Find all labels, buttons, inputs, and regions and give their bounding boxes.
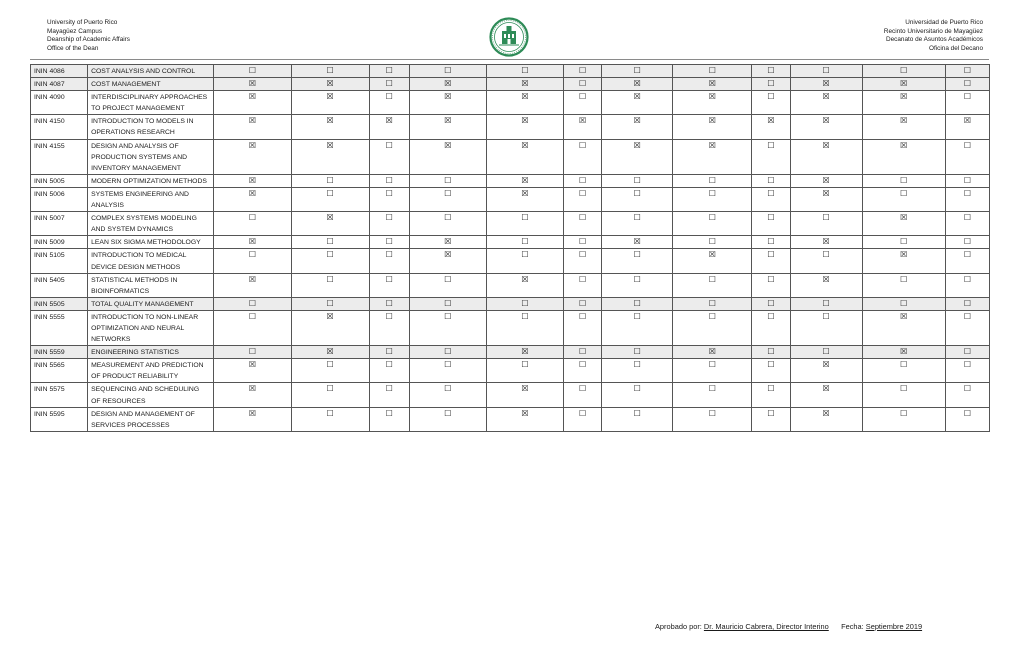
unchecked-box-icon[interactable]: ☐: [291, 407, 369, 431]
course-code-cell: ININ 4155: [31, 139, 88, 174]
unchecked-box-icon[interactable]: ☐: [602, 65, 673, 78]
unchecked-box-icon[interactable]: ☐: [862, 273, 945, 297]
course-title-cell: SYSTEMS ENGINEERING AND ANALYSIS: [88, 187, 214, 211]
unchecked-box-icon[interactable]: ☐: [790, 65, 862, 78]
course-title-cell: INTRODUCTION TO NON-LINEAR OPTIMIZATION AND NEURAL NETWORKS: [88, 310, 214, 345]
unchecked-box-icon[interactable]: ☐: [564, 187, 602, 211]
unchecked-box-icon[interactable]: ☐: [486, 297, 563, 310]
unchecked-box-icon[interactable]: ☐: [369, 297, 409, 310]
approved-by-label: Aprobado por:: [655, 622, 702, 631]
course-title-cell: SEQUENCING AND SCHEDULING OF RESOURCES: [88, 383, 214, 407]
unchecked-box-icon[interactable]: ☐: [945, 346, 989, 359]
unchecked-box-icon[interactable]: ☐: [369, 78, 409, 91]
unchecked-box-icon[interactable]: ☐: [214, 346, 291, 359]
table-row: [31, 273, 990, 297]
unchecked-box-icon[interactable]: ☐: [790, 297, 862, 310]
checked-box-icon[interactable]: ☒: [486, 346, 563, 359]
checked-box-icon[interactable]: ☒: [214, 78, 291, 91]
unchecked-box-icon[interactable]: ☐: [369, 359, 409, 383]
unchecked-box-icon[interactable]: ☐: [602, 297, 673, 310]
unchecked-box-icon[interactable]: ☐: [752, 249, 790, 273]
unchecked-box-icon[interactable]: ☐: [564, 236, 602, 249]
unchecked-box-icon[interactable]: ☐: [673, 273, 752, 297]
checked-box-icon[interactable]: ☒: [291, 115, 369, 139]
unchecked-box-icon[interactable]: ☐: [945, 187, 989, 211]
checked-box-icon[interactable]: ☒: [214, 187, 291, 211]
checked-box-icon[interactable]: ☒: [486, 78, 563, 91]
header-right-block: [884, 19, 983, 53]
unchecked-box-icon[interactable]: ☐: [369, 91, 409, 115]
checked-box-icon[interactable]: ☒: [790, 407, 862, 431]
checked-box-icon[interactable]: ☒: [945, 115, 989, 139]
unchecked-box-icon[interactable]: ☐: [945, 212, 989, 236]
unchecked-box-icon[interactable]: ☐: [602, 407, 673, 431]
unchecked-box-icon[interactable]: ☐: [752, 91, 790, 115]
checked-box-icon[interactable]: ☒: [564, 115, 602, 139]
unchecked-box-icon[interactable]: ☐: [752, 139, 790, 174]
checked-box-icon[interactable]: ☒: [790, 236, 862, 249]
unchecked-box-icon[interactable]: ☐: [945, 65, 989, 78]
header-divider: [30, 59, 989, 60]
unchecked-box-icon[interactable]: ☐: [369, 212, 409, 236]
table-row: [31, 297, 990, 310]
course-code-cell: ININ 4086: [31, 65, 88, 78]
course-title-cell: DESIGN AND ANALYSIS OF PRODUCTION SYSTEMS AND INVENTORY MANAGEMENT: [88, 139, 214, 174]
table-row: [31, 187, 990, 211]
unchecked-box-icon[interactable]: ☐: [945, 359, 989, 383]
unchecked-box-icon[interactable]: ☐: [486, 65, 563, 78]
unchecked-box-icon[interactable]: ☐: [369, 236, 409, 249]
unchecked-box-icon[interactable]: ☐: [369, 346, 409, 359]
unchecked-box-icon[interactable]: ☐: [564, 139, 602, 174]
unchecked-box-icon[interactable]: ☐: [564, 383, 602, 407]
unchecked-box-icon[interactable]: ☐: [409, 383, 486, 407]
date-label: Fecha:: [841, 622, 864, 631]
table-row: [31, 236, 990, 249]
table-row: [31, 91, 990, 115]
unchecked-box-icon[interactable]: ☐: [409, 359, 486, 383]
course-code-cell: ININ 5007: [31, 212, 88, 236]
approval-date: Septiembre 2019: [865, 622, 923, 631]
unchecked-box-icon[interactable]: ☐: [752, 174, 790, 187]
unchecked-box-icon[interactable]: ☐: [673, 407, 752, 431]
course-code-cell: ININ 5559: [31, 346, 88, 359]
unchecked-box-icon[interactable]: ☐: [862, 297, 945, 310]
checked-box-icon[interactable]: ☒: [409, 236, 486, 249]
course-title-cell: INTRODUCTION TO MEDICAL DEVICE DESIGN METHODS: [88, 249, 214, 273]
course-title-cell: MODERN OPTIMIZATION METHODS: [88, 174, 214, 187]
checked-box-icon[interactable]: ☒: [602, 91, 673, 115]
unchecked-box-icon[interactable]: ☐: [564, 174, 602, 187]
unchecked-box-icon[interactable]: ☐: [752, 310, 790, 345]
unchecked-box-icon[interactable]: ☐: [486, 212, 563, 236]
unchecked-box-icon[interactable]: ☐: [409, 65, 486, 78]
course-code-cell: ININ 4150: [31, 115, 88, 139]
checked-box-icon[interactable]: ☒: [862, 249, 945, 273]
unchecked-box-icon[interactable]: ☐: [486, 359, 563, 383]
checked-box-icon[interactable]: ☒: [214, 359, 291, 383]
course-title-cell: COMPLEX SYSTEMS MODELING AND SYSTEM DYNAMICS: [88, 212, 214, 236]
unchecked-box-icon[interactable]: ☐: [752, 383, 790, 407]
table-row: [31, 139, 990, 174]
checked-box-icon[interactable]: ☒: [409, 139, 486, 174]
checked-box-icon[interactable]: ☒: [291, 310, 369, 345]
unchecked-box-icon[interactable]: ☐: [409, 174, 486, 187]
unchecked-box-icon[interactable]: ☐: [369, 249, 409, 273]
course-code-cell: ININ 5405: [31, 273, 88, 297]
unchecked-box-icon[interactable]: ☐: [291, 65, 369, 78]
unchecked-box-icon[interactable]: ☐: [564, 346, 602, 359]
checked-box-icon[interactable]: ☒: [291, 78, 369, 91]
table-row: [31, 383, 990, 407]
unchecked-box-icon[interactable]: ☐: [214, 249, 291, 273]
unchecked-box-icon[interactable]: ☐: [602, 212, 673, 236]
unchecked-box-icon[interactable]: ☐: [291, 236, 369, 249]
checked-box-icon[interactable]: ☒: [214, 383, 291, 407]
checked-box-icon[interactable]: ☒: [602, 139, 673, 174]
table-row: [31, 310, 990, 345]
course-code-cell: ININ 5555: [31, 310, 88, 345]
unchecked-box-icon[interactable]: ☐: [673, 383, 752, 407]
course-code-cell: ININ 4087: [31, 78, 88, 91]
checked-box-icon[interactable]: ☒: [790, 273, 862, 297]
unchecked-box-icon[interactable]: ☐: [752, 297, 790, 310]
unchecked-box-icon[interactable]: ☐: [291, 359, 369, 383]
unchecked-box-icon[interactable]: ☐: [673, 187, 752, 211]
course-title-cell: COST ANALYSIS AND CONTROL: [88, 65, 214, 78]
checked-box-icon[interactable]: ☒: [214, 407, 291, 431]
course-title-cell: TOTAL QUALITY MANAGEMENT: [88, 297, 214, 310]
unchecked-box-icon[interactable]: ☐: [862, 383, 945, 407]
unchecked-box-icon[interactable]: ☐: [752, 212, 790, 236]
unchecked-box-icon[interactable]: ☐: [945, 91, 989, 115]
checked-box-icon[interactable]: ☒: [486, 91, 563, 115]
checked-box-icon[interactable]: ☒: [790, 187, 862, 211]
unchecked-box-icon[interactable]: ☐: [862, 359, 945, 383]
header-left-line: University of Puerto Rico: [47, 19, 118, 26]
unchecked-box-icon[interactable]: ☐: [945, 383, 989, 407]
unchecked-box-icon[interactable]: ☐: [409, 212, 486, 236]
unchecked-box-icon[interactable]: ☐: [369, 174, 409, 187]
checked-box-icon[interactable]: ☒: [291, 91, 369, 115]
checked-box-icon[interactable]: ☒: [486, 383, 563, 407]
checked-box-icon[interactable]: ☒: [291, 139, 369, 174]
table-row: [31, 249, 990, 273]
unchecked-box-icon[interactable]: ☐: [602, 187, 673, 211]
course-title-cell: INTRODUCTION TO MODELS IN OPERATIONS RESEARCH: [88, 115, 214, 139]
checked-box-icon[interactable]: ☒: [790, 359, 862, 383]
header-left-line: Deanship of Academic Affairs: [47, 36, 131, 44]
course-title-cell: MEASUREMENT AND PREDICTION OF PRODUCT RELIABILITY: [88, 359, 214, 383]
unchecked-box-icon[interactable]: ☐: [790, 310, 862, 345]
unchecked-box-icon[interactable]: ☐: [945, 249, 989, 273]
checked-box-icon[interactable]: ☒: [673, 249, 752, 273]
checked-box-icon[interactable]: ☒: [862, 139, 945, 174]
unchecked-box-icon[interactable]: ☐: [369, 383, 409, 407]
checked-box-icon[interactable]: ☒: [862, 346, 945, 359]
header-right-line: Oficina del Decano: [929, 44, 983, 52]
checked-box-icon[interactable]: ☒: [409, 249, 486, 273]
unchecked-box-icon[interactable]: ☐: [673, 212, 752, 236]
unchecked-box-icon[interactable]: ☐: [673, 310, 752, 345]
university-seal-icon: [487, 17, 531, 57]
unchecked-box-icon[interactable]: ☐: [291, 249, 369, 273]
course-title-cell: COST MANAGEMENT: [88, 78, 214, 91]
course-code-cell: ININ 5575: [31, 383, 88, 407]
unchecked-box-icon[interactable]: ☐: [564, 273, 602, 297]
checked-box-icon[interactable]: ☒: [602, 236, 673, 249]
unchecked-box-icon[interactable]: ☐: [602, 174, 673, 187]
checked-box-icon[interactable]: ☒: [409, 91, 486, 115]
unchecked-box-icon[interactable]: ☐: [564, 78, 602, 91]
checked-box-icon[interactable]: ☒: [486, 115, 563, 139]
checked-box-icon[interactable]: ☒: [862, 91, 945, 115]
checked-box-icon[interactable]: ☒: [214, 91, 291, 115]
checked-box-icon[interactable]: ☒: [673, 139, 752, 174]
checked-box-icon[interactable]: ☒: [862, 212, 945, 236]
course-code-cell: ININ 5105: [31, 249, 88, 273]
checked-box-icon[interactable]: ☒: [790, 115, 862, 139]
unchecked-box-icon[interactable]: ☐: [945, 407, 989, 431]
unchecked-box-icon[interactable]: ☐: [214, 297, 291, 310]
unchecked-box-icon[interactable]: ☐: [369, 273, 409, 297]
unchecked-box-icon[interactable]: ☐: [564, 65, 602, 78]
unchecked-box-icon[interactable]: ☐: [752, 359, 790, 383]
unchecked-box-icon[interactable]: ☐: [564, 310, 602, 345]
unchecked-box-icon[interactable]: ☐: [752, 65, 790, 78]
unchecked-box-icon[interactable]: ☐: [369, 187, 409, 211]
unchecked-box-icon[interactable]: ☐: [369, 139, 409, 174]
checked-box-icon[interactable]: ☒: [790, 139, 862, 174]
unchecked-box-icon[interactable]: ☐: [564, 359, 602, 383]
unchecked-box-icon[interactable]: ☐: [862, 174, 945, 187]
checked-box-icon[interactable]: ☒: [602, 78, 673, 91]
checked-box-icon[interactable]: ☒: [673, 115, 752, 139]
course-title-cell: DESIGN AND MANAGEMENT OF SERVICES PROCESSES: [88, 407, 214, 431]
course-title-cell: INTERDISCIPLINARY APPROACHES TO PROJECT MANAGEMENT: [88, 91, 214, 115]
checked-box-icon[interactable]: ☒: [214, 236, 291, 249]
checked-box-icon[interactable]: ☒: [409, 78, 486, 91]
table-row: [31, 346, 990, 359]
header-right-line: Universidad de Puerto Rico: [905, 19, 983, 26]
unchecked-box-icon[interactable]: ☐: [673, 65, 752, 78]
table-row: [31, 407, 990, 431]
unchecked-box-icon[interactable]: ☐: [945, 297, 989, 310]
unchecked-box-icon[interactable]: ☐: [790, 346, 862, 359]
unchecked-box-icon[interactable]: ☐: [369, 65, 409, 78]
unchecked-box-icon[interactable]: ☐: [409, 297, 486, 310]
header-left-line: Office of the Dean: [47, 44, 99, 52]
course-title-cell: LEAN SIX SIGMA METHODOLOGY: [88, 236, 214, 249]
unchecked-box-icon[interactable]: ☐: [602, 249, 673, 273]
checked-box-icon[interactable]: ☒: [790, 383, 862, 407]
course-title-cell: ENGINEERING STATISTICS: [88, 346, 214, 359]
checked-box-icon[interactable]: ☒: [752, 115, 790, 139]
table-row: [31, 115, 990, 139]
checked-box-icon[interactable]: ☒: [602, 115, 673, 139]
unchecked-box-icon[interactable]: ☐: [862, 187, 945, 211]
unchecked-box-icon[interactable]: ☐: [945, 174, 989, 187]
table-row: [31, 78, 990, 91]
checked-box-icon[interactable]: ☒: [291, 346, 369, 359]
unchecked-box-icon[interactable]: ☐: [564, 91, 602, 115]
unchecked-box-icon[interactable]: ☐: [752, 236, 790, 249]
unchecked-box-icon[interactable]: ☐: [862, 236, 945, 249]
unchecked-box-icon[interactable]: ☐: [564, 249, 602, 273]
header-right-line: Decanato de Asuntos Académicos: [886, 36, 983, 44]
unchecked-box-icon[interactable]: ☐: [564, 212, 602, 236]
unchecked-box-icon[interactable]: ☐: [752, 78, 790, 91]
unchecked-box-icon[interactable]: ☐: [369, 407, 409, 431]
unchecked-box-icon[interactable]: ☐: [291, 187, 369, 211]
checked-box-icon[interactable]: ☒: [862, 78, 945, 91]
course-code-cell: ININ 5006: [31, 187, 88, 211]
unchecked-box-icon[interactable]: ☐: [752, 273, 790, 297]
unchecked-box-icon[interactable]: ☐: [945, 236, 989, 249]
unchecked-box-icon[interactable]: ☐: [945, 139, 989, 174]
checked-box-icon[interactable]: ☒: [486, 273, 563, 297]
unchecked-box-icon[interactable]: ☐: [945, 78, 989, 91]
unchecked-box-icon[interactable]: ☐: [673, 236, 752, 249]
unchecked-box-icon[interactable]: ☐: [602, 383, 673, 407]
course-outcome-matrix: [30, 64, 990, 432]
course-code-cell: ININ 4090: [31, 91, 88, 115]
checked-box-icon[interactable]: ☒: [673, 91, 752, 115]
course-code-cell: ININ 5595: [31, 407, 88, 431]
checked-box-icon[interactable]: ☒: [862, 310, 945, 345]
checked-box-icon[interactable]: ☒: [486, 187, 563, 211]
unchecked-box-icon[interactable]: ☐: [752, 187, 790, 211]
checked-box-icon[interactable]: ☒: [486, 407, 563, 431]
unchecked-box-icon[interactable]: ☐: [752, 346, 790, 359]
unchecked-box-icon[interactable]: ☐: [409, 407, 486, 431]
course-title-cell: STATISTICAL METHODS IN BIOINFORMATICS: [88, 273, 214, 297]
checked-box-icon[interactable]: ☒: [369, 115, 409, 139]
table-row: [31, 65, 990, 78]
unchecked-box-icon[interactable]: ☐: [564, 297, 602, 310]
unchecked-box-icon[interactable]: ☐: [214, 65, 291, 78]
unchecked-box-icon[interactable]: ☐: [486, 236, 563, 249]
checked-box-icon[interactable]: ☒: [409, 115, 486, 139]
unchecked-box-icon[interactable]: ☐: [409, 346, 486, 359]
unchecked-box-icon[interactable]: ☐: [291, 297, 369, 310]
course-code-cell: ININ 5505: [31, 297, 88, 310]
table-row: [31, 359, 990, 383]
checked-box-icon[interactable]: ☒: [790, 91, 862, 115]
unchecked-box-icon[interactable]: ☐: [214, 310, 291, 345]
unchecked-box-icon[interactable]: ☐: [862, 407, 945, 431]
unchecked-box-icon[interactable]: ☐: [291, 174, 369, 187]
course-code-cell: ININ 5005: [31, 174, 88, 187]
unchecked-box-icon[interactable]: ☐: [790, 249, 862, 273]
table-row: [31, 174, 990, 187]
checked-box-icon[interactable]: ☒: [214, 273, 291, 297]
checked-box-icon[interactable]: ☒: [214, 174, 291, 187]
unchecked-box-icon[interactable]: ☐: [945, 310, 989, 345]
unchecked-box-icon[interactable]: ☐: [369, 310, 409, 345]
unchecked-box-icon[interactable]: ☐: [486, 310, 563, 345]
table-row: [31, 212, 990, 236]
unchecked-box-icon[interactable]: ☐: [752, 407, 790, 431]
unchecked-box-icon[interactable]: ☐: [291, 383, 369, 407]
checked-box-icon[interactable]: ☒: [862, 115, 945, 139]
unchecked-box-icon[interactable]: ☐: [486, 249, 563, 273]
unchecked-box-icon[interactable]: ☐: [409, 273, 486, 297]
checked-box-icon[interactable]: ☒: [486, 174, 563, 187]
header-right-line: Recinto Universitario de Mayagüez: [883, 27, 983, 35]
unchecked-box-icon[interactable]: ☐: [602, 310, 673, 345]
unchecked-box-icon[interactable]: ☐: [409, 310, 486, 345]
checked-box-icon[interactable]: ☒: [673, 78, 752, 91]
unchecked-box-icon[interactable]: ☐: [790, 212, 862, 236]
checked-box-icon[interactable]: ☒: [214, 115, 291, 139]
header-left-line: Mayagüez Campus: [47, 27, 103, 35]
header-left-block: [47, 19, 130, 53]
checked-box-icon[interactable]: ☒: [291, 212, 369, 236]
matrix-body: [31, 65, 990, 432]
checked-box-icon[interactable]: ☒: [790, 78, 862, 91]
unchecked-box-icon[interactable]: ☐: [602, 273, 673, 297]
course-code-cell: ININ 5565: [31, 359, 88, 383]
approval-footer: [655, 622, 922, 631]
unchecked-box-icon[interactable]: ☐: [673, 359, 752, 383]
checked-box-icon[interactable]: ☒: [673, 346, 752, 359]
approver-name: Dr. Mauricio Cabrera, Director Interino: [703, 622, 829, 631]
unchecked-box-icon[interactable]: ☐: [602, 359, 673, 383]
checked-box-icon[interactable]: ☒: [214, 139, 291, 174]
unchecked-box-icon[interactable]: ☐: [673, 297, 752, 310]
unchecked-box-icon[interactable]: ☐: [945, 273, 989, 297]
unchecked-box-icon[interactable]: ☐: [409, 187, 486, 211]
unchecked-box-icon[interactable]: ☐: [862, 65, 945, 78]
unchecked-box-icon[interactable]: ☐: [564, 407, 602, 431]
unchecked-box-icon[interactable]: ☐: [214, 212, 291, 236]
checked-box-icon[interactable]: ☒: [486, 139, 563, 174]
checked-box-icon[interactable]: ☒: [790, 174, 862, 187]
course-code-cell: ININ 5009: [31, 236, 88, 249]
unchecked-box-icon[interactable]: ☐: [673, 174, 752, 187]
unchecked-box-icon[interactable]: ☐: [602, 346, 673, 359]
unchecked-box-icon[interactable]: ☐: [291, 273, 369, 297]
